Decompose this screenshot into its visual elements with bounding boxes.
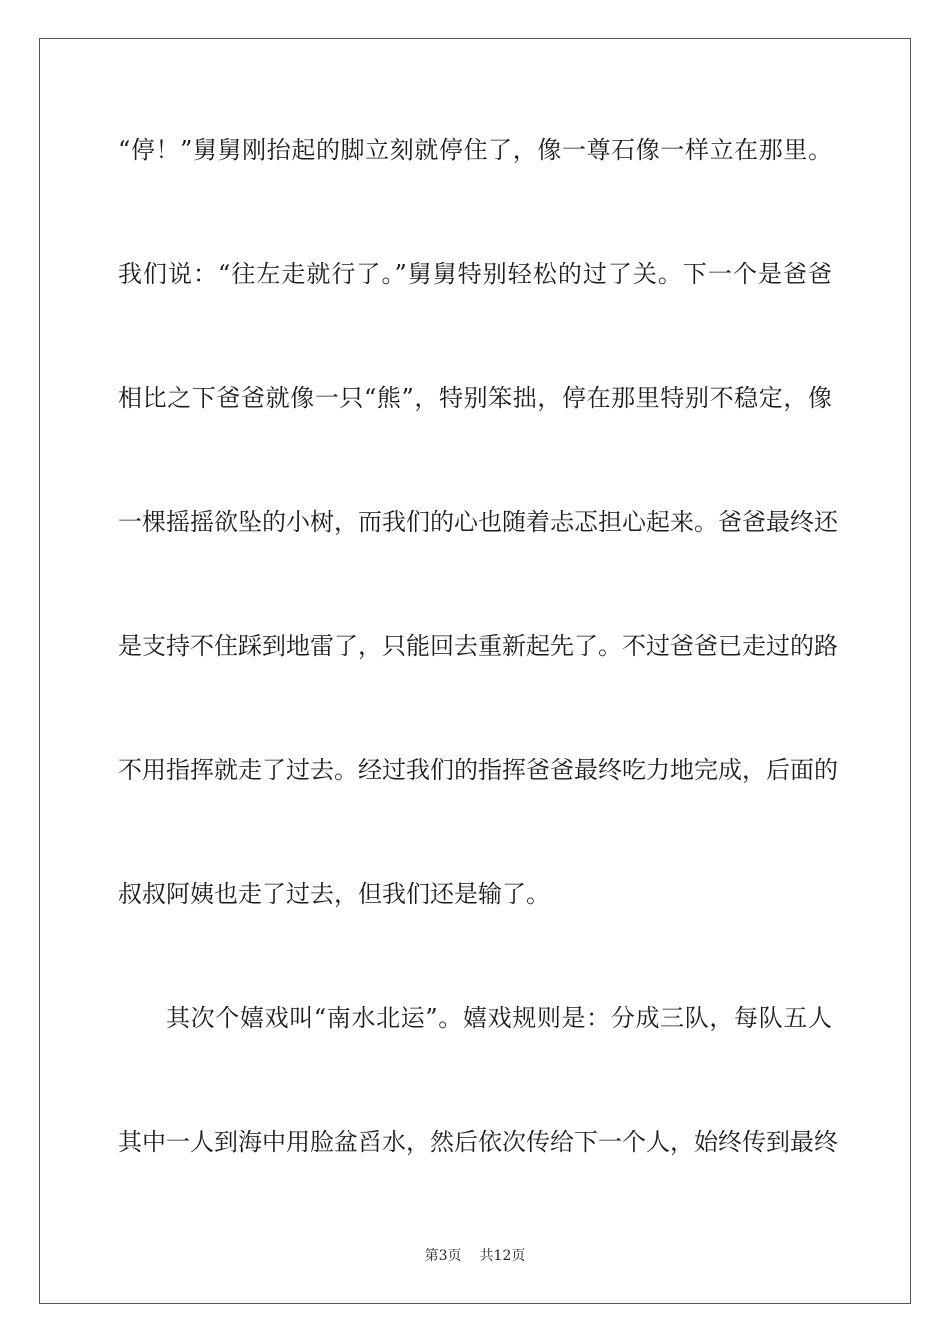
page-footer	[0, 1246, 950, 1266]
text-line-1: “停！”舅舅刚抬起的脚立刻就停住了，像一尊石像一样立在那里。	[118, 136, 832, 164]
text-line-5: 是支持不住踩到地雷了，只能回去重新起先了。不过爸爸已走过的路	[118, 632, 838, 660]
text-line-2: 我们说：“往左走就行了。”舅舅特别轻松的过了关。下一个是爸爸	[118, 260, 832, 288]
text-line-3: 相比之下爸爸就像一只“熊”，特别笨拙，停在那里特别不稳定，像	[118, 384, 832, 412]
page-total: 共12页	[479, 1248, 526, 1264]
page-number: 第3页	[424, 1248, 462, 1264]
page-frame	[39, 38, 911, 1304]
text-line-7: 叔叔阿姨也走了过去，但我们还是输了。	[118, 880, 550, 908]
text-line-8: 其次个嬉戏叫“南水北运”。嬉戏规则是：分成三队，每队五人	[166, 1004, 832, 1032]
text-line-4: 一棵摇摇欲坠的小树，而我们的心也随着忐忑担心起来。爸爸最终还	[118, 508, 838, 536]
text-line-6: 不用指挥就走了过去。经过我们的指挥爸爸最终吃力地完成，后面的	[118, 756, 838, 784]
text-line-9: 其中一人到海中用脸盆舀水，然后依次传给下一个人，始终传到最终	[118, 1128, 838, 1156]
